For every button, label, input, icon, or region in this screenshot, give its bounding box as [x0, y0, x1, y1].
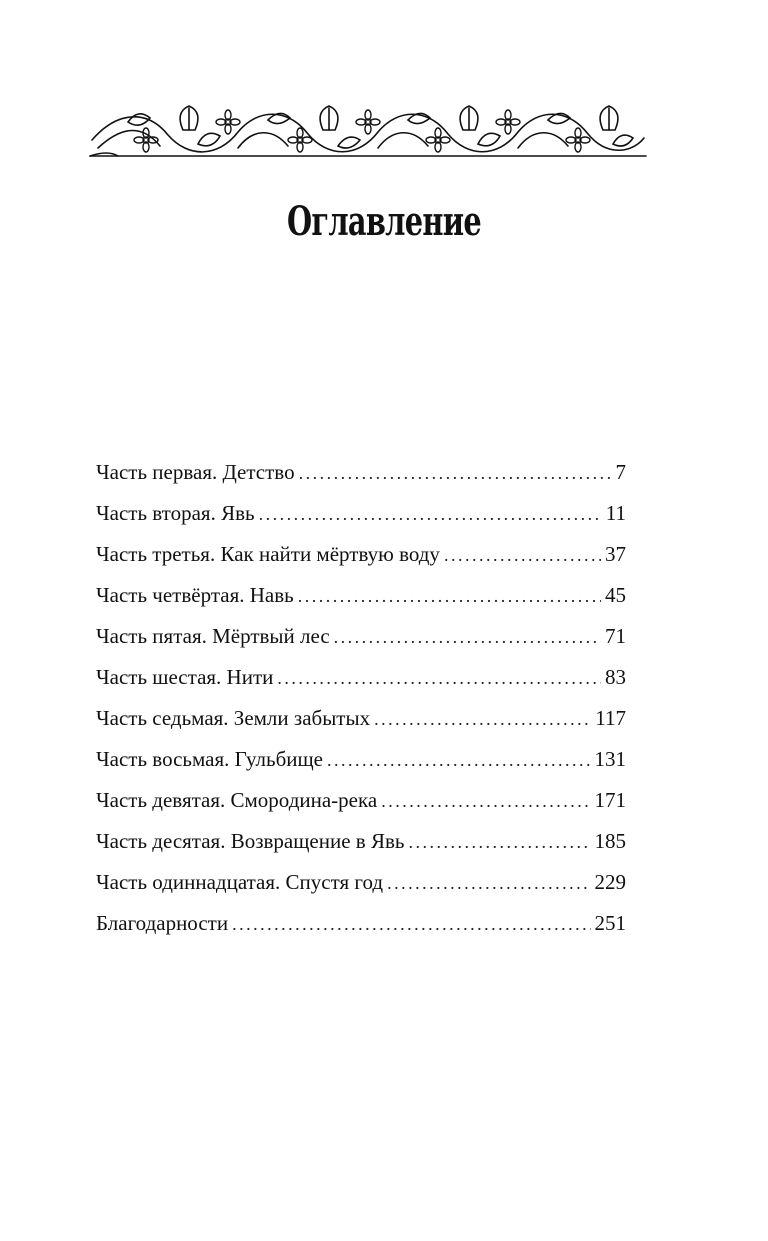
toc-leader-dots [381, 781, 590, 822]
toc-leader-dots [299, 453, 612, 494]
toc-entry[interactable] [96, 616, 626, 657]
toc-entry-page: 131 [594, 747, 626, 771]
toc-entry-title: Часть четвёртая. Навь [96, 583, 294, 607]
toc-entry-title: Часть первая. Детство [96, 460, 295, 484]
toc-leader-dots [298, 576, 601, 617]
toc-entry-title: Часть седьмая. Земли забытых [96, 706, 371, 730]
toc-entry[interactable] [96, 739, 626, 780]
toc-leader-dots [232, 904, 590, 945]
toc-entry-title: Часть шестая. Нити [96, 665, 274, 689]
toc-entry-page: 83 [605, 665, 626, 689]
toc-entry-page: 37 [605, 542, 626, 566]
toc-leader-dots [277, 658, 601, 699]
toc-entry-page: 229 [594, 870, 626, 894]
table-of-contents [96, 452, 626, 944]
toc-entry[interactable] [96, 534, 626, 575]
toc-entry-page: 7 [615, 460, 626, 484]
toc-entry[interactable] [96, 903, 626, 944]
toc-entry[interactable] [96, 657, 626, 698]
toc-entry-title: Часть одиннадцатая. Спустя год [96, 870, 384, 894]
toc-entry[interactable] [96, 698, 626, 739]
toc-entry-title: Часть восьмая. Гульбище [96, 747, 324, 771]
toc-entry-page: 251 [594, 911, 626, 935]
toc-entry[interactable] [96, 452, 626, 493]
toc-leader-dots [259, 494, 602, 535]
toc-entry-title: Часть десятая. Возвращение в Явь [96, 829, 405, 853]
toc-entry[interactable] [96, 575, 626, 616]
toc-leader-dots [408, 822, 590, 863]
floral-ornament-icon [88, 100, 648, 162]
toc-entry-page: 185 [594, 829, 626, 853]
toc-entry[interactable] [96, 821, 626, 862]
toc-entry[interactable] [96, 862, 626, 903]
toc-entry-title: Благодарности [96, 911, 229, 935]
toc-entry-page: 45 [605, 583, 626, 607]
toc-entry-page: 117 [595, 706, 626, 730]
toc-entry-title: Часть вторая. Явь [96, 501, 255, 525]
page-title: Оглавление [287, 198, 481, 245]
toc-leader-dots [327, 740, 590, 781]
toc-entry-page: 11 [605, 501, 626, 525]
toc-leader-dots [444, 535, 601, 576]
toc-entry-title: Часть девятая. Смородина-река [96, 788, 378, 812]
toc-leader-dots [387, 863, 590, 904]
toc-entry-title: Часть пятая. Мёртвый лес [96, 624, 330, 648]
toc-entry[interactable] [96, 780, 626, 821]
toc-entry[interactable] [96, 493, 626, 534]
toc-leader-dots [334, 617, 601, 658]
toc-entry-page: 171 [594, 788, 626, 812]
toc-entry-page: 71 [605, 624, 626, 648]
toc-entry-title: Часть третья. Как найти мёртвую воду [96, 542, 440, 566]
toc-leader-dots [374, 699, 591, 740]
